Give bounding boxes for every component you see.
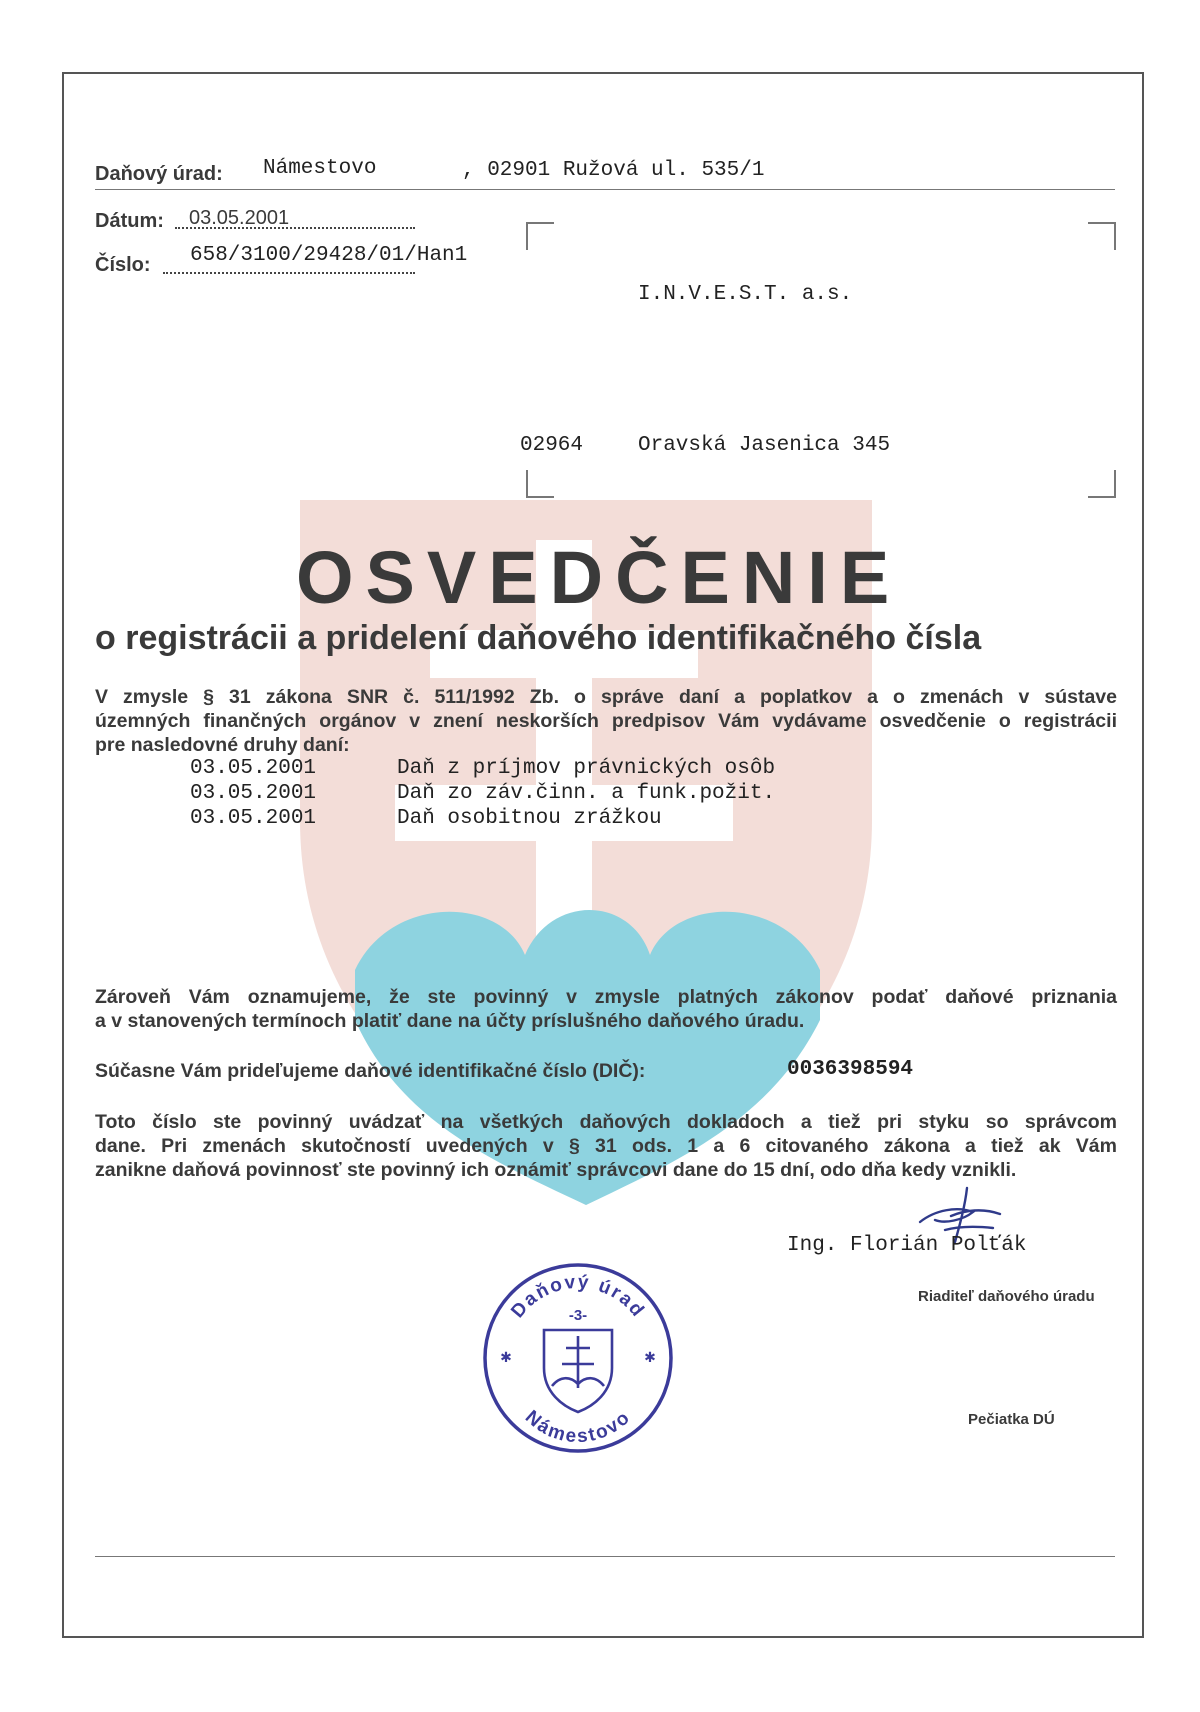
svg-text:✱: ✱: [644, 1349, 656, 1365]
svg-text:✱: ✱: [500, 1349, 512, 1365]
stamp-label: Pečiatka DÚ: [968, 1411, 1055, 1428]
tax-date: 03.05.2001: [190, 782, 317, 805]
tax-date: 03.05.2001: [190, 807, 317, 830]
tax-row: [190, 807, 662, 830]
recipient-address: Oravská Jasenica 345: [638, 434, 891, 457]
address-corner-tr: [1088, 222, 1116, 250]
signatory-name: Ing. Florián Polťák: [787, 1234, 1027, 1257]
footer-rule: [95, 1556, 1115, 1557]
number-dotted-line: [163, 272, 415, 274]
address-corner-tl: [526, 222, 554, 250]
document-subtitle: o registrácii a pridelení daňového identifikačného čísla: [95, 619, 982, 657]
date-value: 03.05.2001: [175, 207, 415, 229]
document-title: OSVEDČENIE: [296, 536, 902, 619]
office-stamp: [478, 1258, 678, 1458]
tax-office-label: Daňový úrad:: [95, 163, 223, 185]
tax-row: [190, 757, 775, 780]
stamp-top-text: Daňový úrad: [507, 1271, 649, 1323]
intro-line-1: V zmysle § 31 zákona SNR č. 511/1992 Zb. o správe daní a poplatkov a o zmenách v sústave: [95, 686, 1117, 708]
intro-line-3: pre nasledovné druhy daní:: [95, 734, 350, 756]
number-value: 658/3100/29428/01/Han1: [190, 244, 468, 267]
date-label: Dátum:: [95, 210, 164, 232]
closing-line-1: Toto číslo ste povinný uvádzať na všetkých daňových dokladoch a tiež pri styku so správcom: [95, 1111, 1117, 1133]
recipient-name: I.N.V.E.S.T. a.s.: [638, 283, 853, 306]
signatory-role: Riaditeľ daňového úradu: [918, 1288, 1095, 1305]
address-corner-bl: [526, 470, 554, 498]
tax-name: Daň z príjmov právnických osôb: [397, 757, 776, 780]
header-rule: [95, 189, 1115, 190]
tax-office-name: Námestovo: [263, 157, 377, 180]
number-label: Číslo:: [95, 254, 151, 276]
recipient-postal-code: 02964: [520, 434, 584, 457]
tax-date: 03.05.2001: [190, 757, 317, 780]
dic-label: Súčasne Vám prideľujeme daňové identifikačné číslo (DIČ):: [95, 1060, 646, 1082]
dic-value: 0036398594: [787, 1058, 914, 1081]
notice-line-2: a v stanovených termínoch platiť dane na účty príslušného daňového úradu.: [95, 1010, 805, 1032]
stamp-shield-icon: [544, 1330, 612, 1412]
tax-office-address: , 02901 Ružová ul. 535/1: [462, 159, 765, 182]
closing-line-3: zanikne daňová povinnosť ste povinný ich oznámiť správcovi dane do 15 dní, odo dňa kedy vznikli.: [95, 1159, 1017, 1181]
tax-name: Daň osobitnou zrážkou: [397, 807, 662, 830]
address-corner-br: [1088, 470, 1116, 498]
tax-row: [190, 782, 775, 805]
intro-line-2: územných finančných orgánov v znení neskorších predpisov Vám vydávame osvedčenie o registrácii: [95, 710, 1117, 732]
stamp-number: -3-: [568, 1307, 588, 1324]
tax-name: Daň zo záv.činn. a funk.požit.: [397, 782, 776, 805]
notice-line-1: Zároveň Vám oznamujeme, že ste povinný v zmysle platných zákonov podať daňové priznania: [95, 986, 1117, 1008]
closing-line-2: dane. Pri zmenách skutočností uvedených v § 31 ods. 1 a 6 citovaného zákona a tiež ak Vám: [95, 1135, 1117, 1157]
stamp-bottom-text: Námestovo: [520, 1406, 636, 1448]
